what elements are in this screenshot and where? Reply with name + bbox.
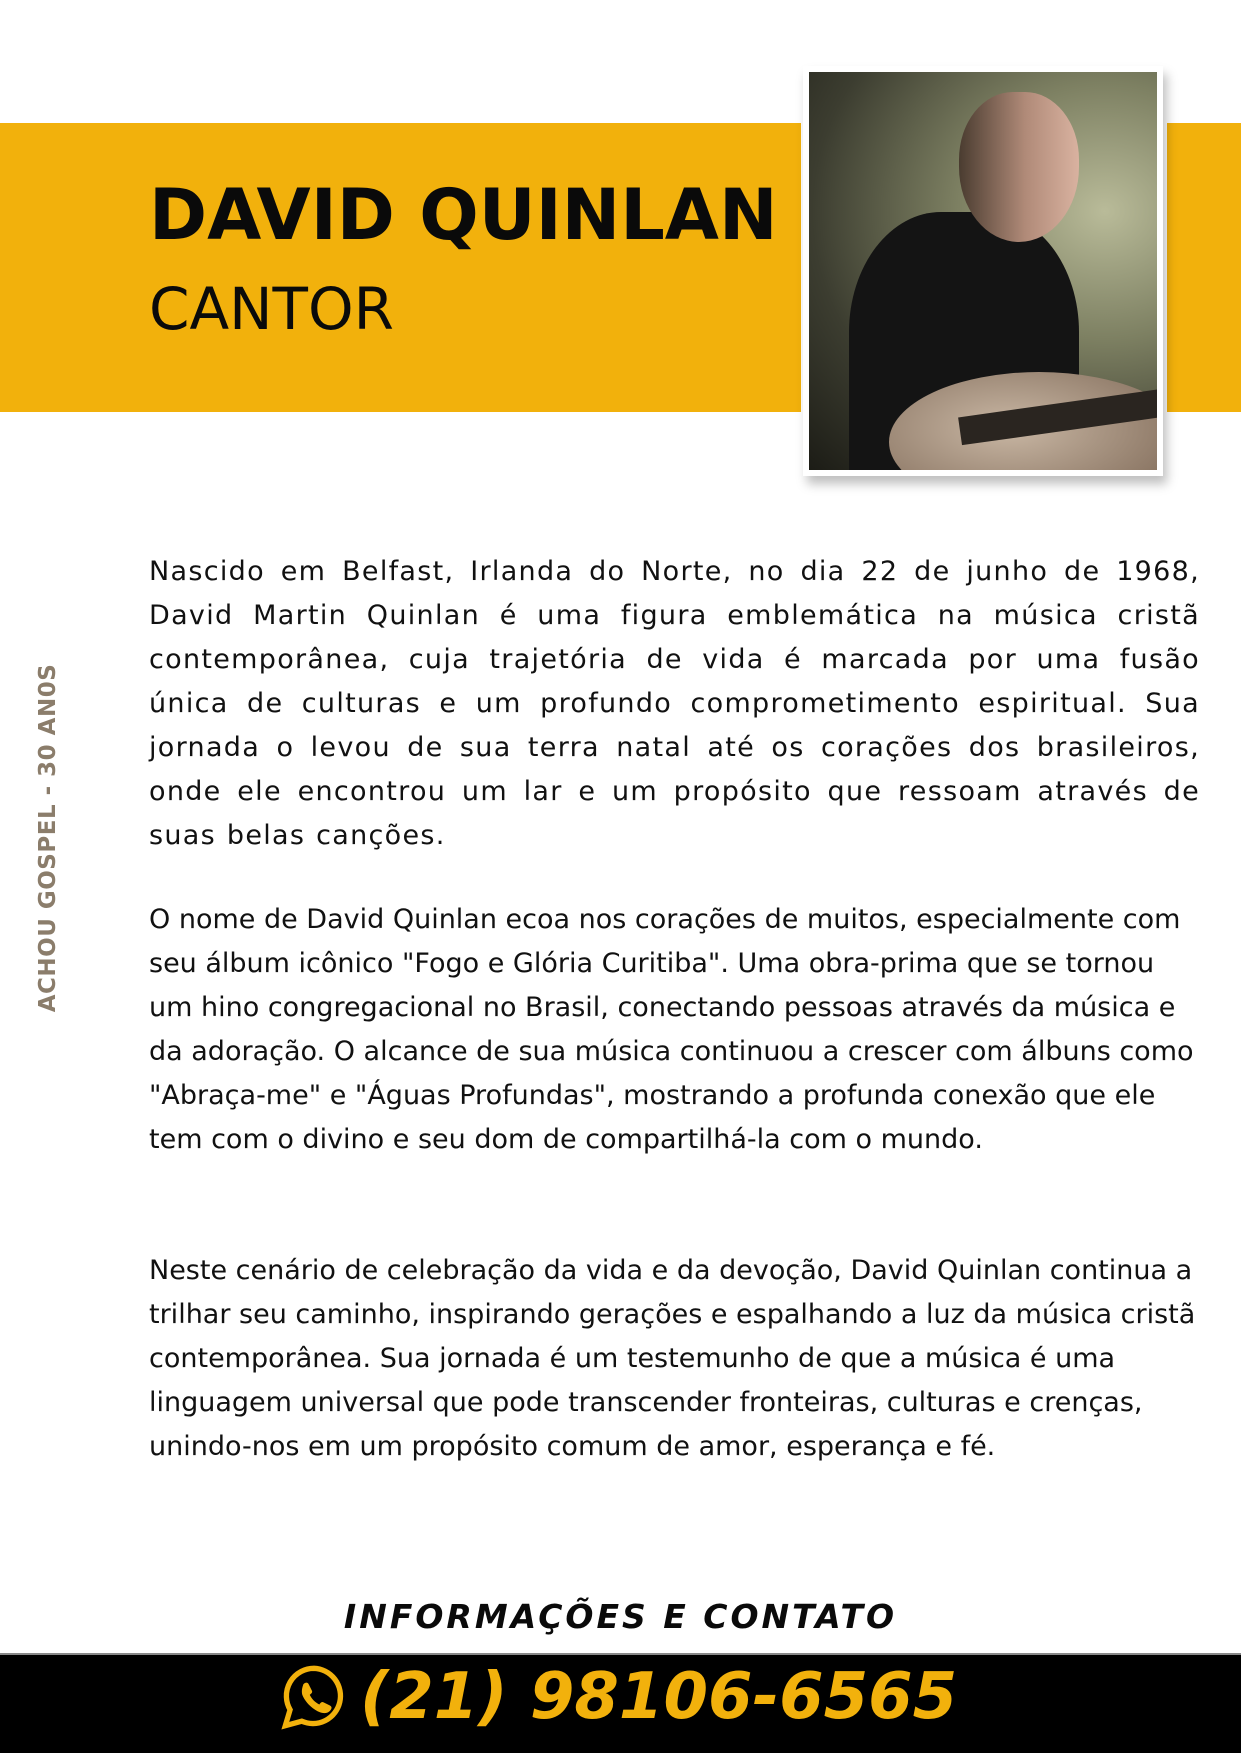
side-label: ACHOU GOSPEL - 30 AN0S — [35, 663, 61, 1013]
header-band-right — [1167, 123, 1241, 412]
contact-heading: INFORMAÇÕES E CONTATO — [343, 1597, 898, 1636]
artist-role: CANTOR — [149, 275, 394, 343]
bio-paragraph-1: Nascido em Belfast, Irlanda do Norte, no dia 22 de junho de 1968, David Martin Quinlan é uma figura emblemática na música cristã contemporânea, cuja trajetória de vida é marcada por uma fusão única de culturas e um profundo comprometimento espiritual. Sua jornada o levou de sua terra natal até os corações dos brasileiros, onde ele encontrou um lar e um propósito que ressoam através de suas belas canções. — [149, 556, 1200, 851]
artist-photo-frame — [803, 66, 1163, 476]
whatsapp-icon — [280, 1663, 348, 1731]
header-band-left — [0, 123, 801, 412]
artist-name: DAVID QUINLAN — [149, 174, 778, 256]
bio-paragraph-2: O nome de David Quinlan ecoa nos corações de muitos, especialmente com seu álbum icônico "Fogo e Glória Curitiba". Uma obra-prima que se tornou um hino congregacional no Brasil, conectando pessoas através da música e da adoração. O alcance de sua música continuou a crescer com álbuns como "Abraça-me" e "Águas Profundas", mostrando a profunda conexão que ele tem com o divino e seu dom de compartilhá-la com o mundo. — [149, 904, 1194, 1155]
phone-number[interactable]: (21) 98106-6565 — [360, 1660, 958, 1734]
bio-paragraph-3: Neste cenário de celebração da vida e da devoção, David Quinlan continua a trilhar seu caminho, inspirando gerações e espalhando a luz da música cristã contemporânea. Sua jornada é um testemunho de que a música é uma linguagem universal que pode transcender fronteiras, culturas e crenças, unindo-nos em um propósito comum de amor, esperança e fé. — [149, 1255, 1196, 1462]
contact-phone[interactable] — [280, 1660, 957, 1734]
artist-photo — [809, 72, 1157, 470]
